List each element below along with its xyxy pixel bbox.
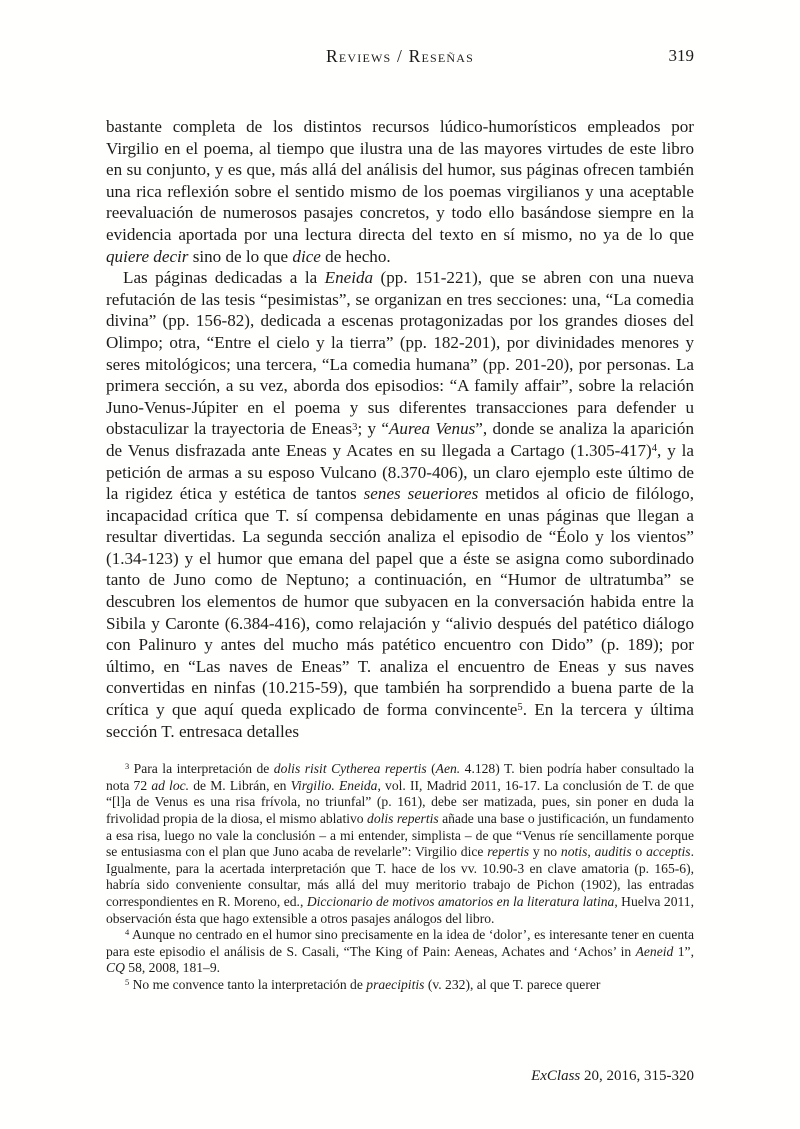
journal-reference: ExClass 20, 2016, 315-320 — [531, 1068, 694, 1084]
body-paragraph: bastante completa de los distintos recursos lúdico-humorísticos empleados por Virgilio en el poema, al tiempo que ilustra una de las mayores virtudes de este libro en su conjunto, y es que, más allá del análisis del humor, sus páginas ofrecen también una rica reflexión sobre el sentido mismo de los poemas virgilianos y una aceptable reevaluación de numerosos pasajes concretos, y todo ello basándose siempre en la evidencia aportada por una lectura directa del texto en sí mismo, no ya de lo que quiere decir sino de lo que dice de hecho. — [106, 117, 694, 266]
footnote: $^5$ No me convence tanto la interpretación de praecipitis (v. 232), al que T. parece querer — [125, 976, 601, 992]
running-title: Reviews / Reseñas — [325, 46, 475, 66]
page-number: 319 — [668, 46, 694, 65]
footnotes — [106, 761, 694, 993]
body-text — [106, 116, 694, 742]
footnote: $^4$ Aunque no centrado en el humor sino precisamente en la idea de ‘dolor’, es interesante tener en cuenta para este episodio el análisis de S. Casali, “The King of Pain: Aeneas, Achates and ‘Achos’ in Aeneid 1”, CQ 58, 2008, 181–9. — [106, 927, 694, 976]
page-header — [106, 46, 694, 70]
page-footer — [531, 1068, 694, 1085]
footnote: $^3$ Para la interpretación de dolis risit Cytherea repertis (Aen. 4.128) T. bien podría haber consultado la nota 72 ad loc. de M. Librán, en Virgilio. Eneida, vol. II, Madrid 2011, 16-17. La conclusión de T. de que “[l]a de Venus es una risa frívola, no triunfal” (p. 161), debe ser matizada, pues, sin poner en duda la frivolidad propia de la diosa, el mismo ablativo dolis repertis añade una base o justificación, un fundamento a esa risa, luego no vale la conclusión – a mi entender, simplista – de que “Venus ríe sencillamente porque se entusiasma con el plan que Juno acaba de revelarle”: Virgilio dice repertis y no notis, auditis o acceptis. Igualmente, para la acertada interpretación que T. hace de los vv. 10.90-3 en clave amatoria (p. 165-6), habría sido conveniente consultar, más allá del muy meritorio trabajo de Pichon (1902), las entradas correspondientes en R. Moreno, ed., Diccionario de motivos amatorios en la literatura latina, Huelva 2011, observación ésta que hago extensible a otros pasajes análogos del libro. — [106, 761, 695, 926]
body-paragraph: Las páginas dedicadas a la Eneida (pp. 151-221), que se abren con una nueva refutación de las tesis “pesimistas”, se organizan en tres secciones: una, “La comedia divina” (pp. 156-82), dedicada a escenas protagonizadas por los grandes dioses del Olimpo; otra, “Entre el cielo y la tierra” (pp. 182-201), por divinidades menores y seres mitológicos; una tercera, “La comedia humana” (pp. 201-20), por personas. La primera sección, a su vez, aborda dos episodios: “A family affair”, sobre la relación Juno-Venus-Júpiter en el poema y sus diferentes transacciones para defender u obstaculizar la trayectoria de Eneas$^3$; y “Aurea Venus”, donde se analiza la aparición de Venus disfrazada ante Eneas y Acates en su llegada a Cartago $(1.305-417)^4$, y la petición de armas a su esposo Vulcano (8.370-406), un claro ejemplo este último de la rigidez ética y estética de tantos senes seueriores metidos al oficio de filólogo, incapacidad crítica que T. sí compensa debidamente en unas páginas que llegan a resultar divertidas. La segunda sección analiza el episodio de “Éolo y los vientos” (1.34-123) y el humor que emana del papel que a éste se asigna como subordinado tanto de Juno como de Neptuno; a continuación, en “Humor de ultratumba” se descubren los elementos de humor que subyacen en la conversación habida entre la Sibila y Caronte (6.384-416), como relajación y “alivio después del patético diálogo con Palinuro y antes del mucho más patético encuentro con Dido” (p. 189); por último, en “Las naves de Eneas” T. analiza el encuentro de Eneas y sus naves convertidas en ninfas (10.215-59), que también ha sorprendido a buena parte de la crítica y que aquí queda explicado de forma convincente$^5$. En la tercera y última sección T. entresaca detalles — [106, 268, 695, 741]
